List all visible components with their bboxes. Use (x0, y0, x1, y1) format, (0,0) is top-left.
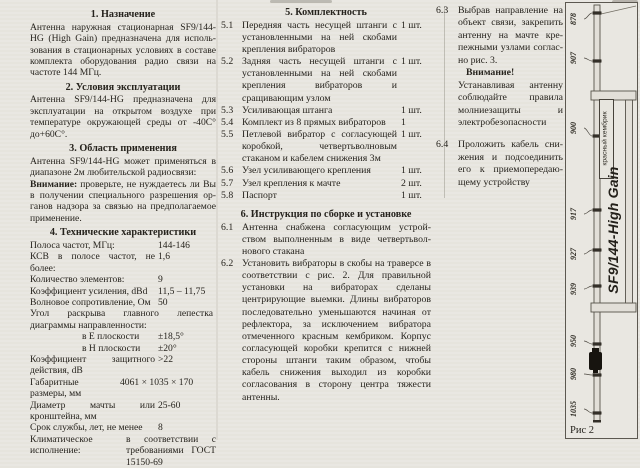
kit-item (221, 20, 431, 56)
spec-label: Диаметр мачты или кронштейна, мм (30, 399, 155, 423)
instruction-step (221, 258, 431, 404)
column-3 (436, 0, 563, 189)
spec-row (30, 331, 216, 342)
item-text: Задняя часть несущей штанги с установленными на ней скобами крепления вибраторов и сращивающим узлом (242, 56, 397, 104)
dimension-label: 917 (569, 208, 578, 220)
spec-row (30, 354, 216, 377)
item-quantity: 1 шт. (401, 19, 422, 31)
section-4-title: 4. Технические характеристики (49, 227, 197, 239)
step-text: Установить вибраторы в скобы на траверсе в соответствии с рис. 2. Для правильной установки на вибраторах сделаны центрирующие выемки. Длины вибраторов последовательно уменьшаются начиная от рефлектора, за исключением вибратора отмеченного красным кембриком. Корпус согласующей коробки крепится с нижней стороны штанги таким образом, чтобы кабель снижения выходил из коробки согласования в сторону центра тяжести антенны. (242, 257, 431, 403)
dimension-label: 907 (569, 52, 578, 64)
spec-value: 1,6 (158, 251, 170, 263)
item-text: Петлевой вибратор с согласующей коробкой, четвертьволновым стаканом и кабелем снижения 3м (242, 128, 397, 165)
spec-row (30, 251, 216, 274)
item-text: Узел крепления к мачте (242, 177, 341, 189)
kit-item (221, 129, 431, 165)
dimension-label: 1035 (569, 401, 578, 417)
dimension-label: 950 (569, 335, 578, 347)
spec-value: в соответствии с требованиями ГОСТ 15150-69 (126, 433, 216, 468)
spec-label: Коэффициент защитного действия, dB (30, 354, 155, 377)
step-number: 6.3 (436, 5, 449, 16)
spec-label: Коэффициент усиления, dBd (30, 285, 148, 297)
section-1-body: Антенна наружная стационарная SF9/144-HG (High Gain) предназначена для использования в стационарных условиях в составе комплекта оборудования радио связи на частоте 144 МГц. (30, 21, 216, 79)
step-text: Антенна снабжена согласующим устройством выполненным в виде четвертьволнового стакана (242, 221, 431, 257)
install-warning (458, 67, 563, 129)
spec-row (30, 434, 216, 468)
item-quantity: 1 шт. (401, 165, 422, 177)
step-text: Выбрав направление на объект связи, закрепить антенну на мачте крепежными узлами согласно рис. 3. (458, 5, 563, 66)
instruction-step (221, 222, 431, 258)
spec-value: 25-60 (158, 399, 181, 411)
dimension-label: 939 (569, 283, 578, 295)
spec-label: Полоса частот, МГц: (30, 239, 115, 251)
item-number: 5.7 (221, 177, 234, 189)
spec-row (30, 274, 216, 285)
item-number: 5.5 (221, 128, 234, 140)
item-number: 5.4 (221, 116, 234, 128)
section-5-title: 5. Комплектность (285, 7, 367, 18)
item-quantity: 1 шт. (401, 56, 422, 68)
item-text: Паспорт (242, 189, 277, 201)
section-2-title: 2. Условия эксплуатации (65, 81, 181, 93)
item-quantity: 1 (401, 116, 406, 128)
column-1 (30, 0, 216, 468)
dimension-label: 980 (569, 368, 578, 380)
figure-caption: Рис 2 (570, 425, 594, 436)
kit-item (221, 190, 431, 202)
warning-text: Устанавливая антенну соблюдайте правила молниезащиты и электробезопасности (458, 79, 563, 128)
spec-value: ±20° (158, 342, 177, 354)
item-quantity: 2 шт. (401, 177, 422, 189)
spec-value: 50 (158, 297, 168, 308)
item-text: Передняя часть несущей штанги с установленными на ней скобами крепления вибраторов (242, 19, 397, 55)
warning-text: проверьте, не нуждаетесь ли Вы в получении специального разрешения органов надзора за связью на предполагаемое применение. (30, 178, 216, 224)
antenna-figure (565, 2, 638, 439)
section-3-title: 3. Область применения (69, 143, 177, 155)
spec-label: Волновое сопротивление, Ом (30, 297, 151, 308)
step-number: 6.4 (436, 139, 449, 151)
item-number: 5.8 (221, 189, 234, 201)
spec-label: Срок службы, лет, не менее (30, 422, 143, 434)
kit-item (221, 105, 431, 117)
spec-label: Климатическое исполнение: (30, 433, 93, 457)
spec-label: в Н плоскости (82, 342, 141, 354)
item-number: 5.2 (221, 56, 234, 68)
item-number: 5.1 (221, 19, 234, 31)
warning-label: Внимание! (466, 67, 515, 79)
spec-label: Угол раскрыва главного лепестка диаграммы направленности: (30, 308, 213, 331)
spec-label: Количество элементов: (30, 274, 125, 286)
item-text: Узел усиливающего крепления (242, 165, 371, 177)
spec-value: 9 (158, 274, 163, 286)
spec-row (30, 308, 216, 331)
spec-value: 144-146 (158, 239, 190, 251)
kit-item (221, 56, 431, 105)
spec-row (30, 343, 216, 354)
spec-label: в Е плоскости (82, 331, 140, 343)
kit-item (221, 165, 431, 177)
section-2-body: Антенна SF9/144-HG предназначена для эксплуатации на открытом воздухе при температуре окружающей среды от -40С° до+60С°. (30, 94, 216, 140)
dimension-label: 927 (569, 248, 578, 260)
instruction-step (436, 5, 563, 67)
spec-value: 4061 × 1035 × 170 (120, 376, 194, 388)
step-number: 6.2 (221, 257, 234, 269)
item-quantity: 1 шт. (401, 189, 422, 201)
spec-row (30, 297, 216, 308)
spec-row (30, 240, 216, 251)
item-quantity: 1 шт. (401, 128, 422, 140)
item-text: Комплект из 8 прямых вибраторов (242, 116, 386, 128)
item-number: 5.3 (221, 104, 234, 116)
dimension-label: 878 (569, 13, 578, 25)
spec-row (30, 422, 216, 433)
item-quantity: 1 шт. (401, 104, 422, 116)
model-label: SF9/144-High Gain (605, 166, 621, 294)
spec-row (30, 377, 216, 400)
spec-label: КСВ в полосе частот, не более: (30, 251, 155, 274)
kit-item (221, 178, 431, 190)
spec-value: ±18,5° (158, 331, 184, 343)
spec-row (30, 400, 216, 423)
section-6-title: 6. Инструкция по сборке и установке (240, 208, 412, 220)
section-1-title: 1. Назначение (90, 9, 156, 20)
step-text: Проложить кабель снижения и подсоединить его к приемопередающему устройству (458, 139, 563, 188)
item-number: 5.6 (221, 165, 234, 177)
dimension-label: 900 (569, 122, 578, 134)
section-3-warning (30, 179, 216, 225)
spec-label: Габаритные размеры, мм (30, 376, 82, 400)
spec-row (30, 286, 216, 297)
step-number: 6.1 (221, 221, 234, 233)
kit-item (221, 117, 431, 129)
instruction-step (436, 139, 563, 189)
column-2 (221, 0, 431, 404)
red-cambric-callout: красный кембрик (599, 99, 614, 179)
spec-value: >22 (158, 354, 174, 366)
spec-value: 8 (158, 422, 163, 434)
section-3-body: Антенна SF9/144-HG может применяться в диапазоне 2м любительской радиосвязи: (30, 155, 216, 179)
warning-label: Внимание: (30, 178, 78, 190)
item-text: Усиливающая штанга (242, 104, 333, 116)
spec-value: 11,5 – 11,75 (158, 285, 206, 297)
column-crease (216, 0, 218, 440)
